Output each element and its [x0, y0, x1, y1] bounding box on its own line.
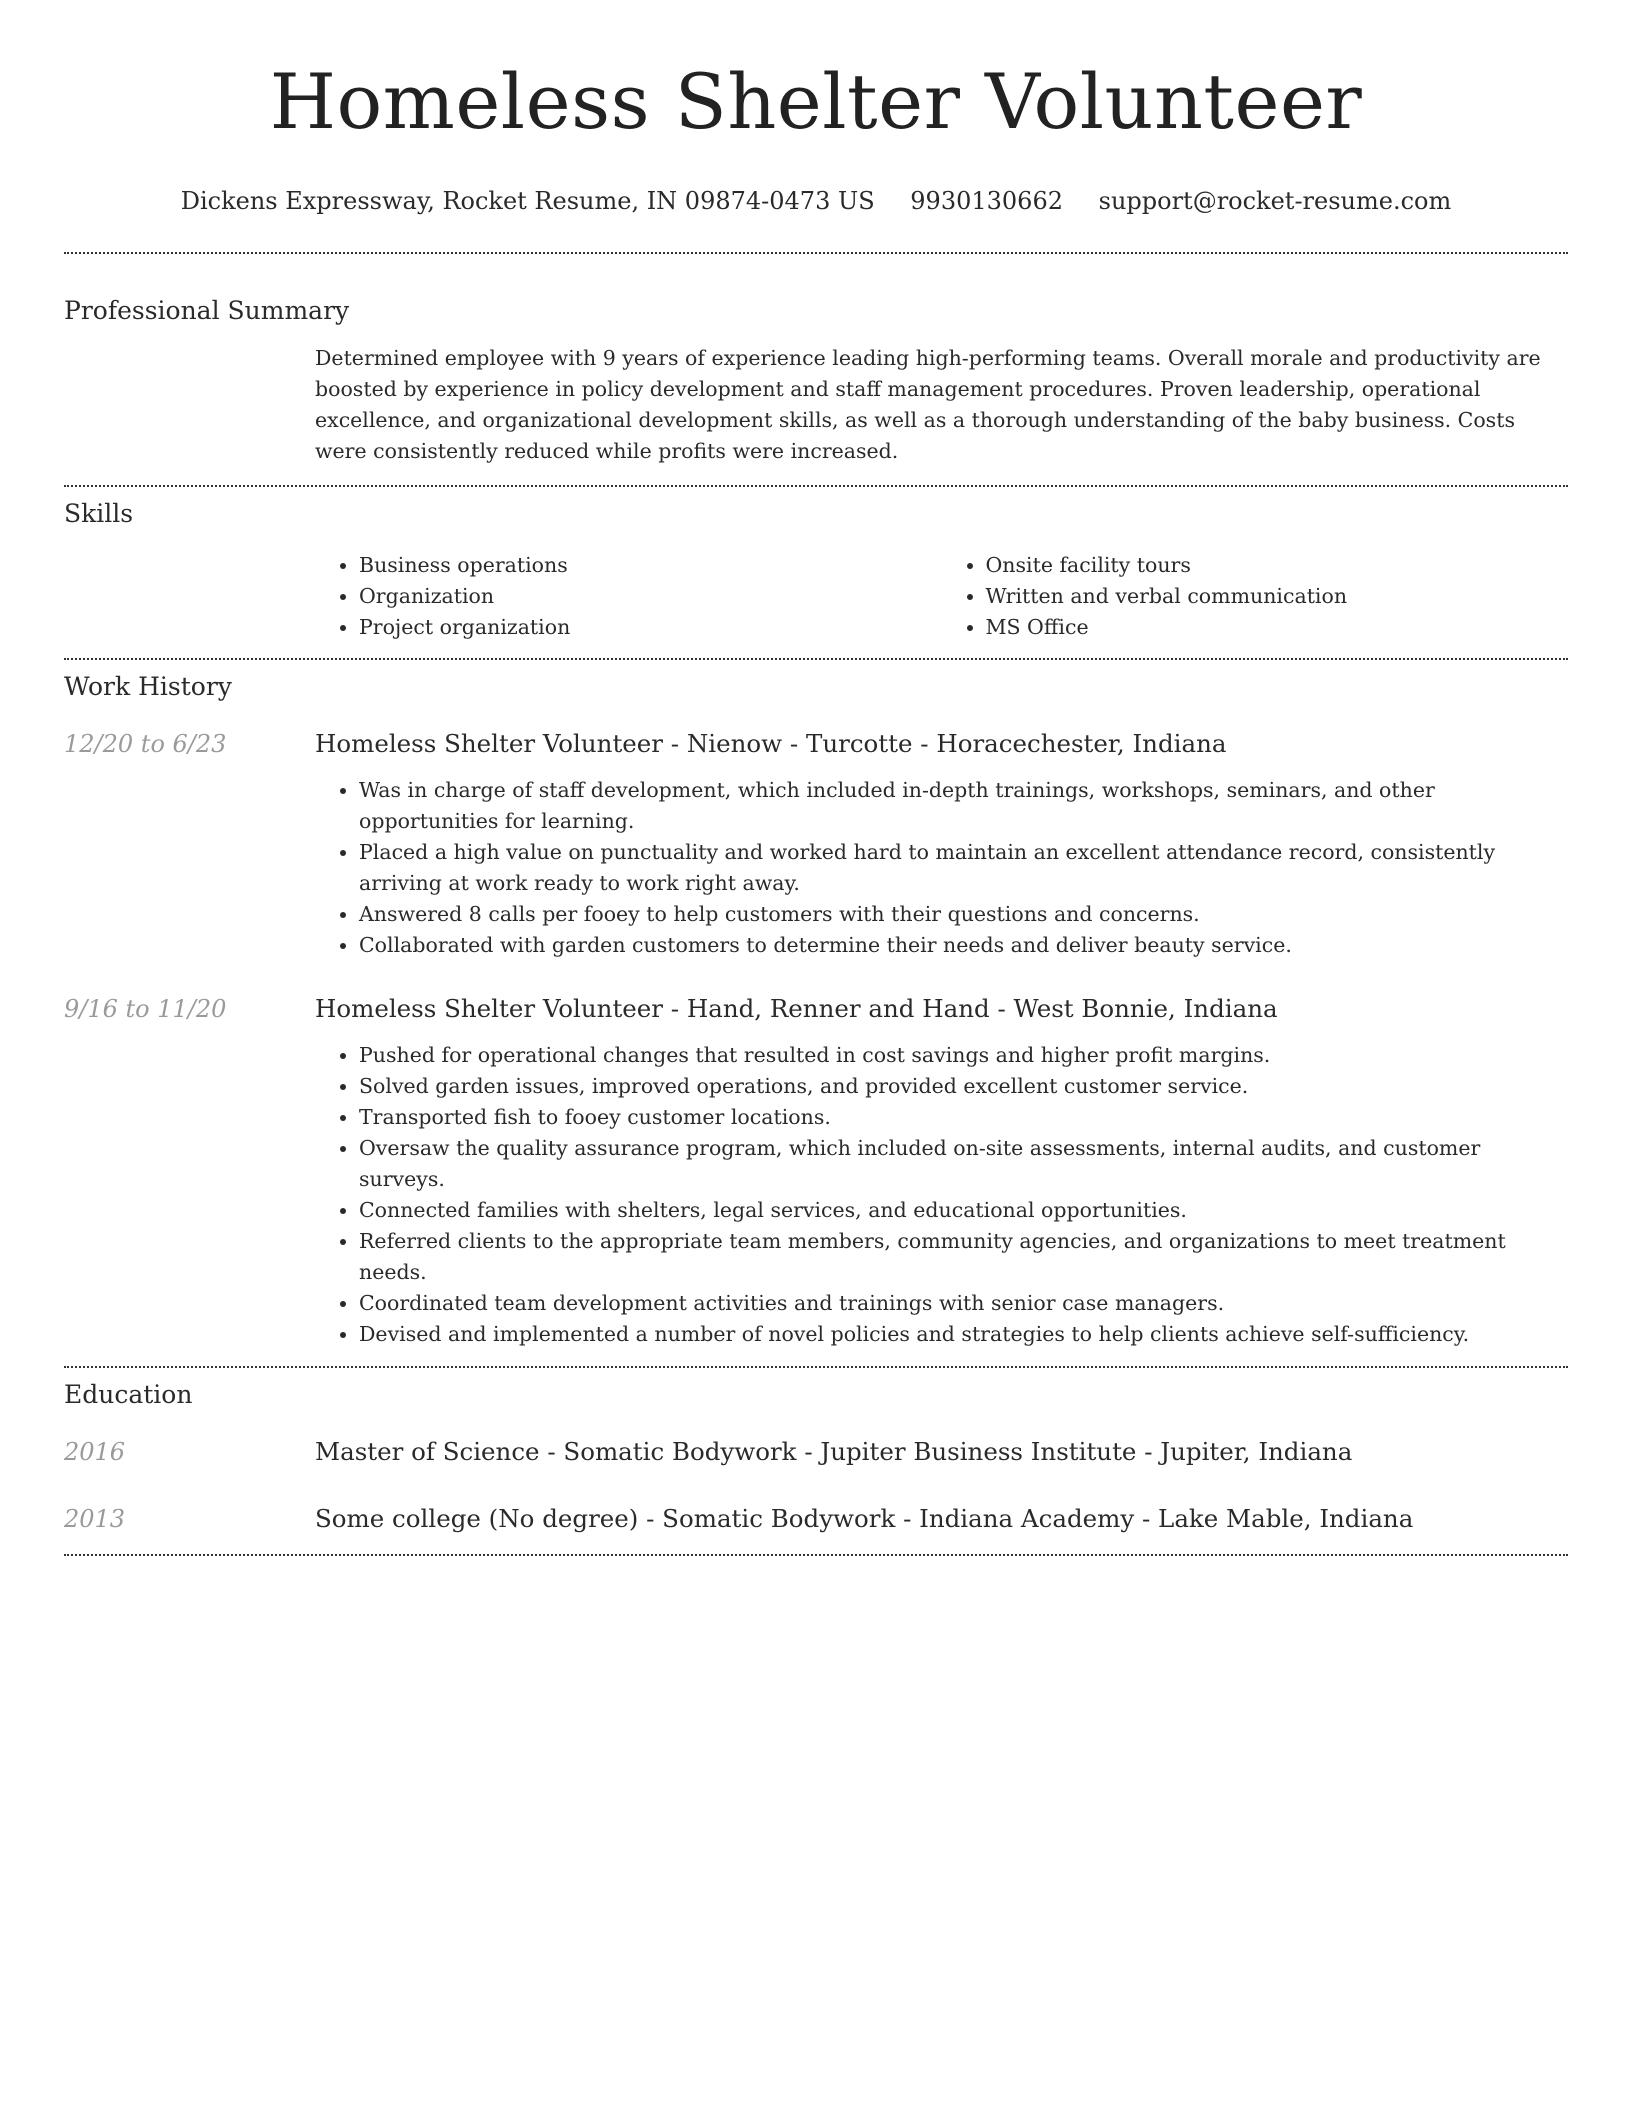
- skill-item: • Written and verbal communication: [986, 581, 1569, 612]
- summary-section: [64, 294, 1568, 467]
- job-bullet: • Collaborated with garden customers to determine their needs and deliver beauty service.: [359, 930, 1568, 961]
- email: support@rocket-resume.com: [1098, 187, 1452, 215]
- job-bullet: • Connected families with shelters, legal services, and educational opportunities.: [359, 1195, 1568, 1226]
- summary-text: Determined employee with 9 years of experience leading high-performing teams. Overall morale and productivity are boosted by experience in policy development and staff management procedures. Proven leadership, operational excellence, and organizational development skills, as well as a thorough understanding of the baby business. Costs were consistently reduced while profits were increased.: [315, 346, 1541, 463]
- skills-column-1: [315, 550, 942, 643]
- divider: [64, 252, 1568, 254]
- divider: [64, 1366, 1568, 1368]
- job-bullet: • Pushed for operational changes that resulted in cost savings and higher profit margins.: [359, 1040, 1568, 1071]
- divider: [64, 658, 1568, 660]
- job-dates: 9/16 to 11/20: [64, 995, 227, 1023]
- job-bullet: • Devised and implemented a number of novel policies and strategies to help clients achieve self-sufficiency.: [359, 1319, 1568, 1350]
- job-bullets: [315, 1040, 1568, 1350]
- job-title: Homeless Shelter Volunteer - Nienow - Turcotte - Horacechester, Indiana: [315, 729, 1227, 758]
- phone: 9930130662: [910, 187, 1063, 215]
- section-title-work-history: Work History: [64, 672, 232, 701]
- job-bullet: • Oversaw the quality assurance program, which included on-site assessments, internal audits, and customer surveys.: [359, 1133, 1568, 1195]
- skills-column-2: [942, 550, 1569, 643]
- section-title-education: Education: [64, 1380, 193, 1409]
- job-entry: [64, 992, 1568, 1350]
- job-title: Homeless Shelter Volunteer - Hand, Renner and Hand - West Bonnie, Indiana: [315, 994, 1278, 1023]
- job-entry: [64, 727, 1568, 961]
- job-bullet: • Transported fish to fooey customer locations.: [359, 1102, 1568, 1133]
- job-bullet: • Was in charge of staff development, which included in-depth trainings, workshops, seminars, and other opportunities for learning.: [359, 775, 1568, 837]
- job-bullet: • Placed a high value on punctuality and worked hard to maintain an excellent attendance record, consistently arriving at work ready to work right away.: [359, 837, 1568, 899]
- skill-item: • Project organization: [359, 612, 942, 643]
- skill-item: • MS Office: [986, 612, 1569, 643]
- education-title: Some college (No degree) - Somatic Bodywork - Indiana Academy - Lake Mable, Indiana: [315, 1504, 1414, 1533]
- education-year: 2016: [64, 1438, 126, 1466]
- skills-section: [64, 497, 1568, 643]
- address: Dickens Expressway, Rocket Resume, IN 09874-0473 US: [180, 187, 875, 215]
- skill-item: • Onsite facility tours: [986, 550, 1569, 581]
- section-title-skills: Skills: [64, 499, 134, 528]
- education-section: [64, 1378, 1568, 1536]
- job-bullet: • Coordinated team development activities and trainings with senior case managers.: [359, 1288, 1568, 1319]
- work-history-section: [64, 670, 1568, 1350]
- section-title-summary: Professional Summary: [64, 296, 350, 325]
- job-bullets: [315, 775, 1568, 961]
- education-entry: [64, 1435, 1568, 1469]
- education-year: 2013: [64, 1505, 126, 1533]
- education-title: Master of Science - Somatic Bodywork - Jupiter Business Institute - Jupiter, Indiana: [315, 1437, 1353, 1466]
- divider: [64, 1554, 1568, 1556]
- job-bullet: • Answered 8 calls per fooey to help customers with their questions and concerns.: [359, 899, 1568, 930]
- contact-line: [64, 184, 1568, 218]
- job-bullet: • Solved garden issues, improved operations, and provided excellent customer service.: [359, 1071, 1568, 1102]
- job-bullet: • Referred clients to the appropriate team members, community agencies, and organizations to meet treatment needs.: [359, 1226, 1568, 1288]
- candidate-name: Homeless Shelter Volunteer: [269, 57, 1363, 146]
- job-dates: 12/20 to 6/23: [64, 730, 227, 758]
- skill-item: • Business operations: [359, 550, 942, 581]
- skill-item: • Organization: [359, 581, 942, 612]
- skills-list: [315, 550, 1568, 643]
- divider: [64, 485, 1568, 487]
- education-entry: [64, 1502, 1568, 1536]
